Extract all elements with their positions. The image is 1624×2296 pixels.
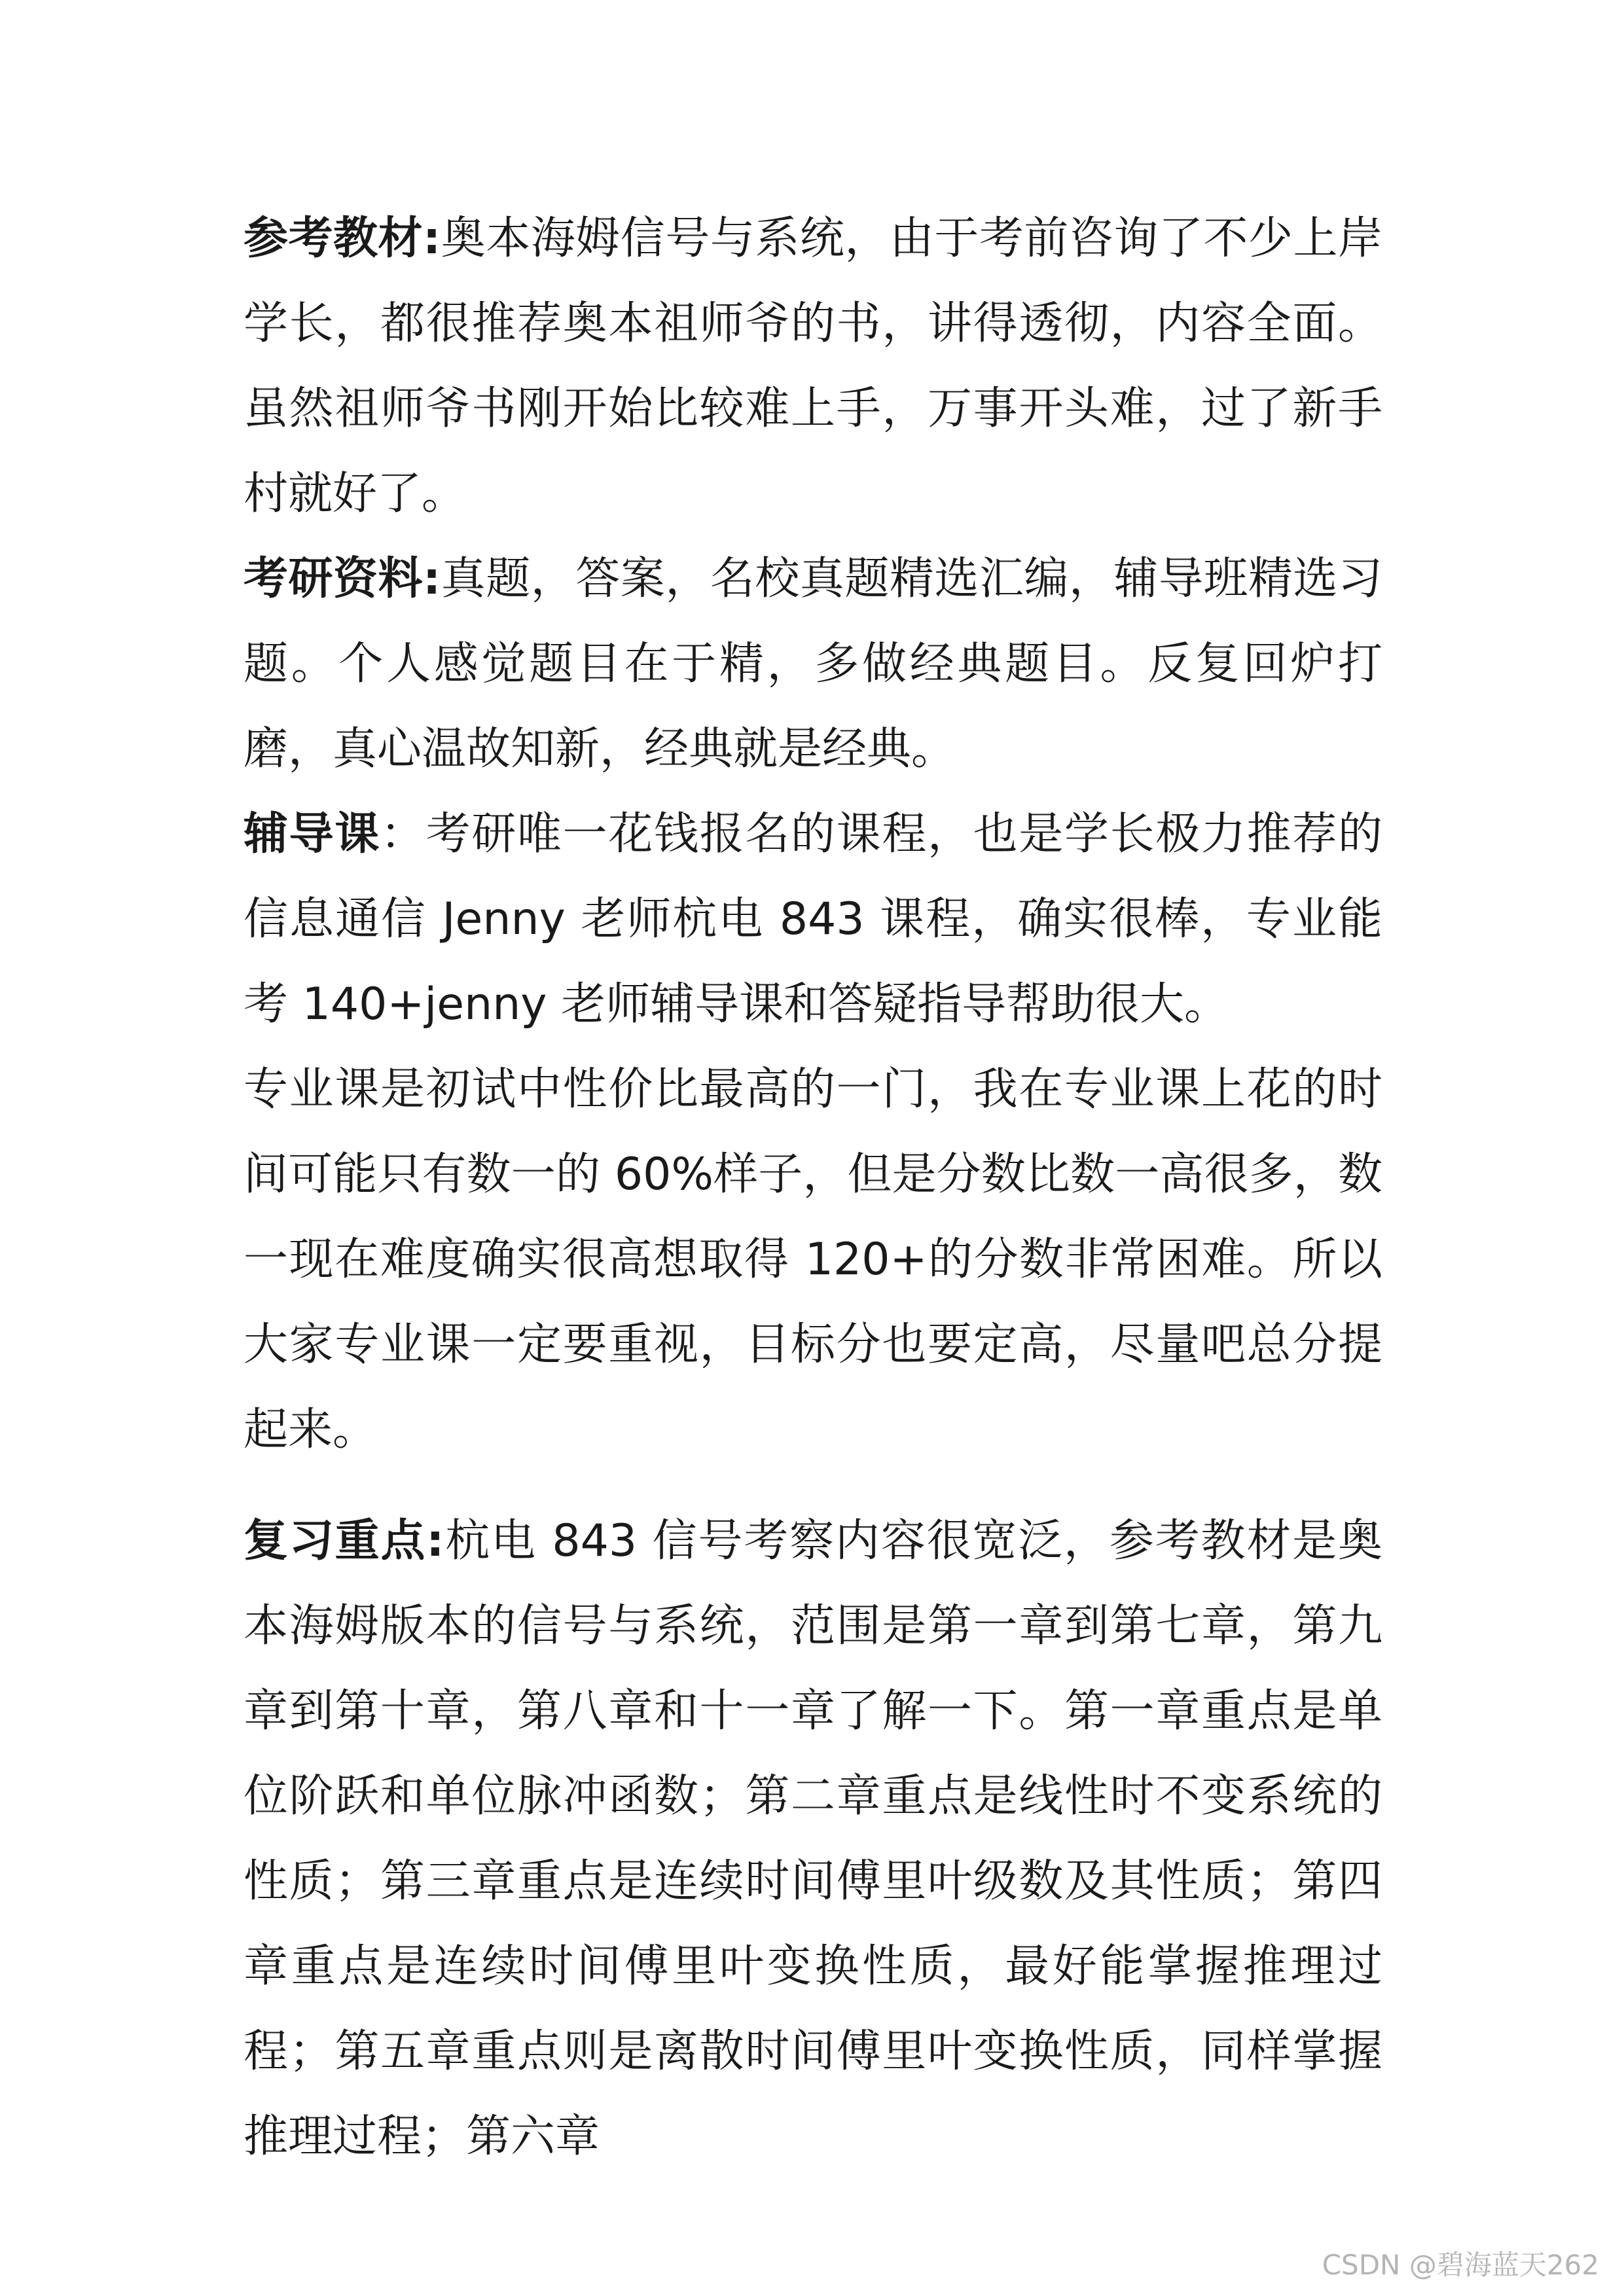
paragraph-label: 考研资料: [244,553,441,605]
watermark: CSDN @碧海蓝天262 [1322,2249,1599,2281]
paragraph-label: 参考教材: [244,213,441,264]
paragraph-text: 杭电 843 信号考察内容很宽泛，参考教材是奥本海姆版本的信号与系统，范围是第一章到第七章，第九章到第十章，第八章和十一章了解一下。第一章重点是单位阶跃和单位脉冲函数；第二章重点是线性时不变系统的性质；第三章重点是连续时间傅里叶级数及其性质；第四章重点是连续时间傅里叶变换性质，最好能掌握推理过程；第五章重点则是离散时间傅里叶变换性质，同样掌握推理过程；第六章 [244,1515,1382,2162]
paragraph-review-focus [244,1499,1382,2179]
paragraph-text: ：考研唯一花钱报名的课程，也是学长极力推荐的信息通信 Jenny 老师杭电 843 课程，确实很棒，专业能考 140+jenny 老师辅导课和答疑指导帮助很大。 [244,808,1382,1030]
paragraph-label: 辅导课 [244,808,380,860]
document-body [244,196,1382,2179]
paragraph-label: 复习重点: [244,1515,444,1567]
paragraph-spacer [244,1473,1382,1499]
paragraph-exam-materials [244,537,1382,792]
paragraph-text: 奥本海姆信号与系统，由于考前咨询了不少上岸学长，都很推荐奥本祖师爷的书，讲得透彻，内容全面。虽然祖师爷书刚开始比较难上手，万事开头难，过了新手村就好了。 [244,213,1382,520]
paragraph-reference-textbook [244,196,1382,537]
paragraph-text: 专业课是初试中性价比最高的一门，我在专业课上花的时间可能只有数一的 60%样子，但是分数比数一高很多，数一现在难度确实很高想取得 120+的分数非常困难。所以大家专业课一定要重视，目标分也要定高，尽量吧总分提起来。 [244,1064,1382,1456]
paragraph-major-course [244,1047,1382,1473]
paragraph-text: 真题，答案，名校真题精选汇编，辅导班精选习题。个人感觉题目在于精，多做经典题目。反复回炉打磨，真心温故知新，经典就是经典。 [244,553,1382,775]
paragraph-tutoring-course [244,792,1382,1047]
